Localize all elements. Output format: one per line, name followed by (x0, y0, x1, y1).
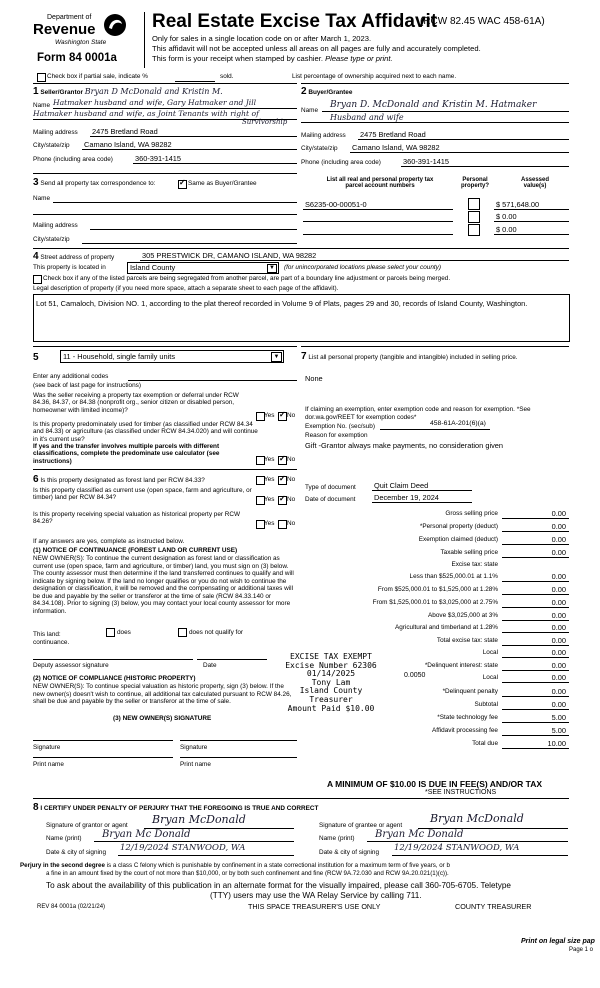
personal-property-checkbox[interactable] (468, 224, 480, 236)
sec4-heading (33, 251, 114, 262)
county-treasurer: COUNTY TREASURER (455, 902, 532, 911)
parcel-number[interactable]: S6235-00-00051-0 (305, 200, 367, 209)
tax-row-value[interactable]: 0.00 (551, 673, 566, 682)
tax-row-underline (502, 531, 569, 532)
chevron-down-icon: ▼ (267, 264, 277, 273)
parcels-h3b: value(s) (523, 183, 547, 189)
local-rate: 0.0050 (404, 672, 426, 679)
header-note3 (152, 54, 393, 63)
tax-row-label: Affidavit processing fee (432, 727, 498, 734)
parcels-h2b: property? (460, 183, 489, 189)
tax-row-value[interactable]: 0.00 (551, 636, 566, 645)
deputy-signature-label: Deputy assessor signature (33, 662, 109, 669)
sec3-mailing-field[interactable] (90, 229, 297, 230)
dor-swirl-icon (103, 12, 127, 38)
sec3-name-label: Name (33, 195, 51, 202)
grantee-name-underline (367, 841, 568, 842)
tax-row-underline (502, 670, 569, 671)
grantee-signature-label: Signature of grantee or agent (319, 822, 403, 829)
assessed-underline (494, 209, 569, 210)
tax-row-value[interactable]: 0.00 (551, 548, 566, 557)
q1-no-checkbox[interactable] (278, 412, 287, 421)
same-as-buyer-checkbox[interactable] (178, 180, 187, 189)
forest-no-label: No (287, 476, 296, 483)
doc-date-label: Date of document (305, 496, 356, 503)
county-select[interactable] (127, 262, 279, 274)
print-name-label-1: Print name (33, 761, 64, 768)
form-rcw: (RCW 82.45 WAC 458-61A) (420, 16, 545, 27)
seller-phone-label: Phone (including area code) (33, 156, 113, 163)
partial-sale-label: Check box if partial sale, indicate % (47, 73, 148, 80)
partial-sale-sold: sold. (220, 73, 234, 80)
perjury-bold: Perjury in the second degree (20, 862, 105, 869)
sec8-label: I CERTIFY UNDER PENALTY OF PERJURY THAT THE FOREGOING IS TRUE AND CORRECT (40, 805, 319, 812)
doc-type[interactable]: Quit Claim Deed (374, 481, 429, 490)
tax-row-underline (502, 557, 569, 558)
tax-row-value[interactable]: 0.00 (551, 598, 566, 607)
current-use-no-label: No (287, 496, 296, 503)
tax-row-underline (502, 544, 569, 545)
assessed-value[interactable]: $ 0.00 (496, 225, 517, 234)
exemption-no-label: Exemption No. (sec/sub) (305, 423, 375, 430)
buyer-name-underline2 (301, 122, 569, 123)
sec3-city-label: City/state/zip (33, 236, 70, 243)
header-divider (144, 12, 145, 68)
tax-row-label: *Personal property (deduct) (419, 523, 498, 530)
q1-no-label: No (287, 412, 296, 419)
sec8-heading (33, 802, 318, 813)
tax-row-value[interactable]: 5.00 (551, 726, 566, 735)
buyer-name-label: Name (301, 107, 319, 114)
stamp-line1: EXCISE TAX EXEMPT (290, 652, 372, 661)
legal-size-note: Print on legal size pap (521, 938, 595, 945)
tax-row-label: Local (482, 649, 498, 656)
tax-row-underline (502, 682, 569, 683)
use-code-value: 11 - Household, single family units (63, 352, 176, 361)
buyer-mailing-label: Mailing address (301, 132, 346, 139)
seller-name-line3[interactable]: Survivorship (242, 118, 288, 126)
buyer-mailing[interactable]: 2475 Bretland Road (360, 130, 426, 139)
tax-row-label: *State technology fee (437, 714, 498, 721)
assessed-underline (494, 221, 569, 222)
reason-label: Reason for exemption (305, 432, 368, 439)
grantee-name-label: Name (print) (319, 835, 355, 842)
located-label: This property is located in (33, 264, 106, 271)
if-yes-note: If any answers are yes, complete as instructed below. (33, 538, 185, 545)
partial-sale-checkbox[interactable] (37, 73, 46, 82)
tax-row-underline (502, 696, 569, 697)
same-as-buyer-label: Same as Buyer/Grantee (188, 180, 257, 187)
sec1-heading (33, 86, 223, 97)
sec2-number: 2 (301, 86, 307, 97)
historic-no-checkbox[interactable] (278, 520, 287, 529)
historic-no-label: No (287, 520, 296, 527)
legal-label: Legal description of property (if you need more space, attach a separate sheet to each page of the affidavit). (33, 285, 339, 292)
sec2-heading (301, 86, 352, 97)
tax-row-label: *Delinquent interest: state (424, 662, 498, 669)
new-owner-signature-1[interactable] (33, 740, 173, 741)
sec4-number: 4 (33, 251, 39, 262)
current-use-no-checkbox[interactable] (278, 496, 287, 505)
tax-row-underline (502, 607, 569, 608)
exemption-no[interactable]: 458-61A-201(6)(a) (430, 420, 486, 427)
grantor-name-underline (94, 841, 294, 842)
q1-yes-label: Yes (264, 412, 275, 419)
q2-yes-label: Yes (264, 456, 275, 463)
personal-property-checkbox[interactable] (468, 211, 480, 223)
sec3-city-field[interactable] (82, 243, 297, 244)
parcels-h2a: Personal (462, 177, 488, 183)
sec1-top-rule (33, 83, 297, 84)
sec6-number: 6 (33, 474, 39, 485)
parcel-underline (303, 209, 453, 210)
tax-row-label: Local (482, 674, 498, 681)
perjury-notice (20, 862, 450, 869)
see-instructions: *SEE INSTRUCTIONS (425, 789, 497, 796)
tax-row-label: Total excise tax: state (436, 637, 498, 644)
assessed-value[interactable]: $ 0.00 (496, 212, 517, 221)
sec7-heading (301, 352, 569, 363)
tax-row-label: *Delinquent penalty (442, 688, 498, 695)
forest-no-checkbox[interactable] (278, 476, 287, 485)
tax-row-value[interactable]: 0.00 (551, 535, 566, 544)
tax-row-value[interactable]: 0.00 (551, 611, 566, 620)
revision: REV 84 0001a (02/21/24) (37, 904, 106, 910)
buyer-phone-underline (401, 166, 569, 167)
additional-codes-label: Enter any additional codes (33, 373, 109, 380)
logo-line2: Revenue (33, 21, 96, 38)
chevron-down-icon: ▼ (271, 352, 282, 362)
tax-row-underline (502, 709, 569, 710)
stamp-line2: Excise Number 62306 (285, 660, 377, 670)
sec7-label: List all personal property (tangible and intangible) included in selling price. (308, 354, 518, 361)
seller-name-line1[interactable]: Hatmaker husband and wife, Gary Hatmaker and Jill (53, 98, 257, 107)
grantee-name[interactable]: Bryan Mc Donald (375, 829, 464, 840)
seller-name-label: Name (33, 102, 51, 109)
grantor-signature-label: Signature of grantor or agent (46, 822, 128, 829)
assessed-underline (494, 234, 569, 235)
exemption-question: Was the seller receiving a property tax exemption or deferral under RCW 84.36, 84.37, or 84.38 (nonprofit org., senior citizen or disabled person, homeowner with limited income)? (33, 392, 239, 414)
does-qualify-checkbox[interactable] (106, 628, 115, 637)
tax-row-underline (502, 645, 569, 646)
parcels-header-personal (455, 177, 495, 189)
sec2-top-rule (301, 83, 569, 84)
doc-date[interactable]: December 19, 2024 (374, 493, 439, 502)
notice3-title: (3) NEW OWNER(S) SIGNATURE (113, 715, 212, 722)
header-note1: Only for sales in a single location code on or after March 1, 2023. (152, 34, 372, 43)
parcels-h1a: List all real and personal property tax (326, 177, 434, 183)
doc-date-underline (372, 502, 472, 503)
notice1-body: NEW OWNER(S): To continue the current designation as forest land or classification as current use (open space, farm and agriculture, or timber) land, you must sign on (3) below. The county assessor must then determine if the land transferred continues to qualify and will indicate by signing below. If the land no longer qualifies or you do not wish to continue the designation or classification, it will be removed and the compensating or additional taxes will be due and payable by the seller or transferor at the time of sale (RCW 84.33.140 or 84.34.108). Prior to signing (3) below, you may contact your local county assessor for more information. (33, 555, 294, 615)
parcels-header-assessed (505, 177, 565, 189)
perjury-notice-2: a fine in an amount fixed by the court of not more than $10,000, or by both such confinement and fine (RCW 9A.72.030 and RCW 9A.20.021(1)(c)). (46, 870, 449, 877)
tax-row-value[interactable]: 5.00 (551, 713, 566, 722)
sec7-number: 7 (301, 351, 307, 362)
new-owner-print-1[interactable] (33, 757, 173, 758)
sec6-heading (33, 474, 205, 485)
sec5-top-rule (33, 346, 297, 347)
current-use-question: Is this property classified as current use (open space, farm and agriculture, or timber) land per RCW 84.34? (33, 487, 252, 502)
ownership-note: List percentage of ownership acquired next to each name. (292, 73, 457, 80)
new-owner-print-2[interactable] (180, 757, 297, 758)
signature-label-2: Signature (180, 744, 208, 751)
segregated-label: Check box if any of the listed parcels are being segregated from another parcel, are part of a boundary line adjustment or parcels being merged. (43, 275, 451, 282)
buyer-phone-label: Phone (including area code) (301, 159, 381, 166)
parcel-underline (303, 221, 453, 222)
tax-row-label: From $1,525,000.01 to $3,025,000 at 2.75% (372, 599, 498, 606)
grantor-signature[interactable]: Bryan McDonald (152, 813, 246, 826)
notice2-body: NEW OWNER(S): To continue special valuation as historic property, sign (3) below. If the new owner(s) doesn't wish to continue, all additional tax calculated pursuant to RCW 84.26, shall be due and payable by the seller or transferor at the time of sale. (33, 683, 292, 705)
new-owner-signature-2[interactable] (180, 740, 297, 741)
tax-row-value[interactable]: 0.00 (551, 648, 566, 657)
tax-row-label: Excise tax: state (451, 561, 498, 568)
does-qualify-label: does (117, 629, 131, 636)
buyer-name-line2[interactable]: Husband and wife (330, 113, 404, 122)
stamp-line5: Island County Treasurer (299, 686, 363, 704)
legal-description: Lot 51, Camaloch, Division NO. 1, according to the plat thereof recorded in Volume 9 of Plats, pages 29 and 30, records of Island County, Washington. (36, 299, 528, 308)
tax-row-value[interactable]: 0.00 (551, 509, 566, 518)
buyer-city-underline (350, 152, 569, 153)
tax-row-value[interactable]: 0.00 (551, 572, 566, 581)
form-title: Real Estate Excise Tax Affidavit (152, 11, 438, 32)
forest-question: Is this property designated as forest land per RCW 84.33? (40, 477, 205, 484)
notice2-title: (2) NOTICE OF COMPLIANCE (HISTORIC PROPERTY) (33, 675, 196, 682)
parcels-h1b: parcel account numbers (345, 183, 415, 189)
parcel-underline (303, 234, 453, 235)
sec5-number: 5 (33, 352, 39, 363)
historic-yes-label: Yes (264, 520, 275, 527)
sec3-name-field2[interactable] (33, 214, 297, 215)
grantor-name[interactable]: Bryan Mc Donald (102, 829, 191, 840)
sec3-mailing-label: Mailing address (33, 222, 78, 229)
county-note: (for unincorporated locations please select your county) (284, 264, 442, 271)
county-value: Island County (130, 263, 176, 272)
grantor-date-underline (118, 855, 294, 856)
logo-line1: Department of (47, 14, 92, 21)
page-number: Page 1 o (569, 947, 594, 953)
seller-city[interactable]: Camano Island, WA 98282 (84, 140, 172, 149)
grantee-date-label: Date & city of signing (319, 849, 380, 856)
treasurer-stamp (276, 653, 386, 713)
sec3-number: 3 (33, 177, 39, 188)
sec1-number: 1 (33, 86, 39, 97)
deputy-signature-field[interactable] (33, 659, 193, 660)
tax-row-underline (502, 657, 569, 658)
doc-type-underline (372, 490, 472, 491)
seller-city-underline (82, 149, 297, 150)
tax-row-label: Total due (472, 740, 498, 747)
sec3-label: Send all property tax correspondence to: (40, 180, 156, 187)
does-not-qualify-label: does not qualify for (189, 629, 243, 636)
stamp-line3: 01/14/2025 (306, 669, 356, 679)
legal-description-field[interactable] (33, 294, 570, 342)
stamp-line6: Amount Paid $10.00 (287, 703, 375, 713)
does-not-qualify-checkbox[interactable] (178, 628, 187, 637)
deputy-date-label: Date (203, 662, 217, 669)
tax-row-label: Gross selling price (445, 510, 498, 517)
tax-row-label: Agricultural and timberland at 1.28% (394, 624, 498, 631)
buyer-city[interactable]: Camano Island, WA 98282 (352, 143, 440, 152)
print-name-label-2: Print name (180, 761, 211, 768)
seller-name-line2[interactable]: Hatmaker husband and wife, as Joint Tenants with right of (33, 109, 259, 118)
seller-city-label: City/state/zip (33, 142, 70, 149)
personal-property-checkbox[interactable] (468, 198, 480, 210)
signature-label-1: Signature (33, 744, 61, 751)
form-number: Form 84 0001a (37, 52, 117, 64)
buyer-name-underline1 (322, 111, 569, 112)
grantee-date[interactable]: 12/19/2024 STANWOOD, WA (394, 843, 520, 853)
tax-row-underline (502, 594, 569, 595)
minimum-due: A MINIMUM OF $10.00 IS DUE IN FEE(S) AND/OR TAX (327, 779, 543, 789)
this-land-label: This land: (33, 631, 61, 638)
grantee-date-underline (392, 855, 568, 856)
tax-row-value[interactable]: 0.00 (551, 522, 566, 531)
sec3-top-rule (33, 173, 297, 174)
tax-row-underline (502, 518, 569, 519)
exemption-label: If claiming an exemption, enter exemption code and reason for exemption. *See dor.wa.gov/REET for exemption codes* (305, 406, 531, 421)
use-code-select[interactable] (60, 350, 284, 363)
deputy-date-field[interactable] (197, 659, 267, 660)
timber-question: Is this property predominately used for timber (as classified under RCW 84.34 and 84.33) or agriculture (as classified under RCW 84.34.020) and will continue in it's current use? (33, 421, 258, 443)
sec3-name-field[interactable] (53, 202, 297, 203)
logo-line3: Washington State (55, 39, 107, 46)
grantor-date-label: Date & city of signing (46, 849, 107, 856)
current-use-yes-label: Yes (264, 496, 275, 503)
parcels-header-parcel (305, 177, 455, 189)
tax-row-value[interactable]: 0.00 (551, 700, 566, 709)
tax-row-value[interactable]: 0.00 (551, 661, 566, 670)
segregated-checkbox[interactable] (33, 275, 42, 284)
tax-row-value[interactable]: 0.00 (551, 687, 566, 696)
perjury-text: is a class C felony which is punishable by confinement in a state correctional institution for a maximum term of five years, or b (106, 862, 450, 869)
tax-row-value[interactable]: 0.00 (551, 585, 566, 594)
seller-heading-hw: Bryan D McDonald and Kristin M. (84, 87, 223, 96)
sec8-number: 8 (33, 802, 39, 813)
street-address[interactable]: 305 PRESTWICK DR, CAMANO ISLAND, WA 98282 (142, 251, 317, 260)
notice1-title: (1) NOTICE OF CONTINUANCE (FOREST LAND OR CURRENT USE) (33, 547, 238, 554)
stamp-line4: Tony Lam (311, 677, 351, 687)
continuance-label: continuance. (33, 639, 70, 646)
tax-row-label: Exemption claimed (deduct) (418, 536, 498, 543)
sec7-top-rule (301, 346, 569, 347)
tax-row-underline (502, 748, 569, 749)
forest-yes-label: Yes (264, 476, 275, 483)
parcels-h3a: Assessed (520, 177, 550, 183)
exemption-reason[interactable]: Gift -Grantor always make payments, no consideration given (305, 441, 503, 450)
timber-question-note: If yes and the transfer involves multiple parcels with different classifications, complete the predominate use calculator (see instructions) (33, 443, 220, 465)
doc-type-label: Type of document (305, 484, 356, 491)
street-label: Street address of property (40, 254, 115, 261)
grantor-name-label: Name (print) (46, 835, 82, 842)
grantee-signature[interactable]: Bryan McDonald (430, 812, 524, 825)
header-note3-italic: Please type or print. (325, 54, 393, 63)
tax-row-label: From $525,000.01 to $1,525,000 at 1.28% (377, 586, 498, 593)
alt-format-1: To ask about the availability of this publication in an alternate format for the visually impaired, please call 360-705-6705. Teletype (46, 881, 511, 890)
grantor-date[interactable]: 12/19/2024 STANWOOD, WA (120, 843, 246, 853)
sec2-label: Buyer/Grantee (308, 89, 353, 96)
assessed-value[interactable]: $ 571,648.00 (496, 200, 540, 209)
header-note3-text: This form is your receipt when stamped by cashier. (152, 54, 323, 63)
tax-row-underline (502, 632, 569, 633)
seller-mailing[interactable]: 2475 Bretland Road (92, 127, 158, 136)
sec8-top-rule (33, 798, 569, 799)
tax-row-value[interactable]: 0.00 (551, 623, 566, 632)
tax-row-label: Subtotal (474, 701, 498, 708)
buyer-name-line1[interactable]: Bryan D. McDonald and Kristin M. Hatmaker (330, 100, 537, 110)
seller-phone[interactable]: 360-391-1415 (135, 154, 182, 163)
exemption-no-underline (380, 429, 490, 430)
buyer-mailing-underline (358, 139, 569, 140)
tax-row-underline (502, 722, 569, 723)
partial-sale-percent-line[interactable] (175, 81, 215, 82)
sec4-top-rule (33, 248, 569, 249)
personal-property-value[interactable]: None (305, 374, 323, 383)
treasurer-use-only: THIS SPACE TREASURER'S USE ONLY (248, 902, 381, 911)
seller-phone-underline (133, 163, 297, 164)
historic-question: Is this property receiving special valuation as historical property per RCW 84.26? (33, 511, 241, 526)
additional-codes-field[interactable] (128, 380, 297, 381)
dor-logo (33, 12, 128, 56)
buyer-phone[interactable]: 360-391-1415 (403, 157, 450, 166)
street-underline (140, 260, 569, 261)
q2-no-label: No (287, 456, 296, 463)
tax-row-underline (502, 620, 569, 621)
seller-mailing-label: Mailing address (33, 129, 78, 136)
tax-row-label: Above $3,025,000 at 3% (428, 612, 498, 619)
sec1-label: Seller/Grantor (40, 89, 83, 96)
buyer-city-label: City/state/zip (301, 145, 338, 152)
tax-row-label: Taxable selling price (440, 549, 498, 556)
header-note2: This affidavit will not be accepted unless all areas on all pages are fully and accurately completed. (152, 44, 481, 53)
alt-format-2: (TTY) users may use the WA Relay Service by calling 711. (210, 891, 422, 900)
tax-row-underline (502, 581, 569, 582)
q2-no-checkbox[interactable] (278, 456, 287, 465)
tax-row-underline (502, 735, 569, 736)
seller-mailing-underline (90, 136, 297, 137)
tax-row-value[interactable]: 10.00 (547, 739, 566, 748)
tax-row-label: Less than $525,000.01 at 1.1% (409, 573, 498, 580)
sec3-heading (33, 177, 155, 188)
sec6-top-rule (33, 469, 297, 470)
additional-codes-note: (see back of last page for instructions) (33, 382, 141, 389)
